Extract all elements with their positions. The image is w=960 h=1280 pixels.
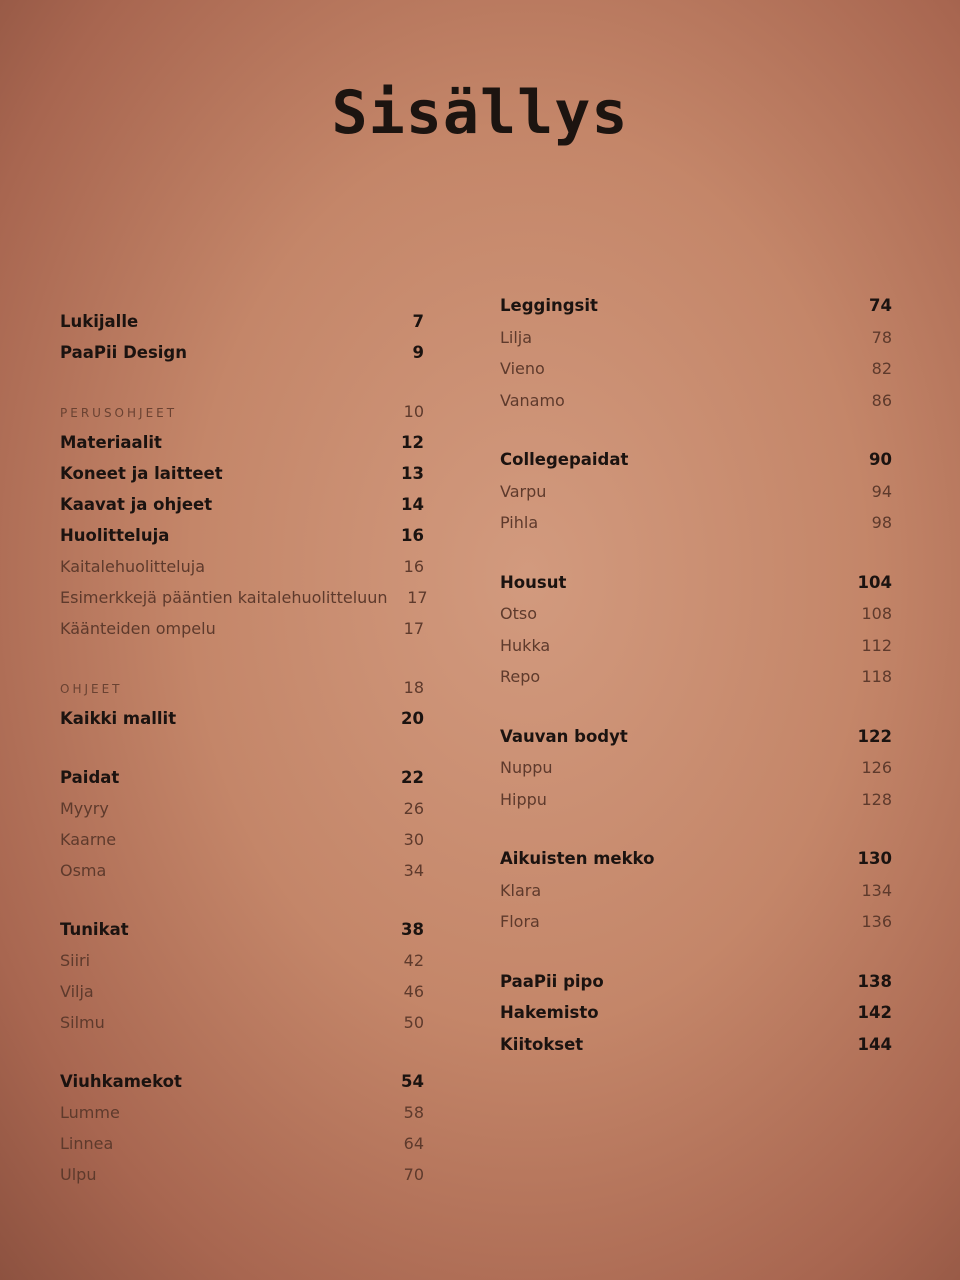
toc-entry-label: Osma [60, 861, 107, 880]
toc-entry [500, 385, 892, 417]
toc-entry-label: Siiri [60, 951, 91, 970]
toc-entry-label: Silmu [60, 1013, 105, 1032]
toc-page-number: 64 [403, 1134, 424, 1153]
toc-page-number: 108 [861, 604, 892, 623]
page-title: Sisällys [331, 78, 629, 148]
toc-page-number: 130 [857, 849, 892, 868]
toc-entry-label: Housut [500, 572, 567, 592]
toc-entry [60, 1097, 424, 1128]
toc-entry [500, 567, 892, 599]
toc-page-number: 7 [412, 312, 424, 331]
toc-entry-label: Vilja [60, 982, 94, 1001]
toc-entry [500, 444, 892, 476]
toc-entry-label: Lumme [60, 1103, 120, 1122]
toc-entry-label: Linnea [60, 1134, 114, 1153]
group-spacer [60, 644, 424, 672]
toc-page-number: 134 [861, 880, 892, 900]
toc-entry-label: Leggingsit [500, 296, 598, 315]
toc-page-number: 136 [861, 912, 892, 931]
toc-page-number: 58 [403, 1103, 424, 1122]
toc-page-number: 30 [403, 830, 424, 849]
toc-entry-label: Esimerkkejä pääntien kaitalehuolitteluun [60, 588, 388, 607]
toc-entry [500, 784, 892, 816]
toc-entry [60, 1066, 424, 1097]
toc-entry [60, 489, 424, 520]
toc-entry-label: Hakemisto [500, 1003, 599, 1022]
toc-entry [60, 520, 424, 551]
toc-entry [60, 582, 428, 613]
toc-page-number: 126 [861, 758, 892, 777]
toc-entry-label: Kaikki mallit [60, 709, 177, 728]
toc-page-number: 104 [857, 572, 892, 592]
toc-entry [60, 976, 424, 1007]
toc-entry [60, 1128, 424, 1159]
toc-entry-label: Collegepaidat [500, 450, 629, 469]
toc-entry-label: PaaPii Design [60, 343, 187, 362]
toc-page-number: 142 [857, 1003, 892, 1022]
toc-entry [60, 762, 424, 793]
toc-entry-label: Materiaalit [60, 433, 162, 452]
toc-page-number: 122 [857, 726, 892, 746]
toc-page-number: 17 [403, 619, 424, 638]
toc-entry-label: Lilja [500, 327, 533, 347]
toc-page-number: 42 [403, 951, 424, 970]
toc-entry-label: Huolitteluja [60, 526, 170, 545]
toc-entry [500, 290, 892, 322]
toc-page-number: 14 [401, 495, 424, 514]
toc-entry [60, 1159, 424, 1190]
toc-entry-label: PERUSOHJEET [60, 406, 178, 420]
group-spacer [60, 886, 424, 914]
toc-entry-label: Otso [500, 604, 537, 623]
toc-entry-label: Flora [500, 912, 540, 931]
toc-section-heading [60, 396, 424, 427]
toc-entry [60, 458, 424, 489]
group-spacer [60, 368, 424, 396]
toc-entry [60, 1007, 424, 1038]
toc-entry-label: Ulpu [60, 1165, 97, 1184]
toc-entry [500, 752, 892, 784]
group-spacer [60, 734, 424, 762]
toc-page-number: 144 [857, 1034, 892, 1054]
toc-page-number: 17 [407, 588, 428, 607]
toc-entry-label: Tunikat [60, 920, 129, 939]
toc-page-number: 9 [412, 343, 424, 362]
group-spacer [500, 938, 892, 966]
toc-entry [60, 337, 424, 368]
toc-page-number: 86 [871, 390, 892, 410]
toc-entry [60, 945, 424, 976]
group-spacer [500, 416, 892, 444]
toc-entry-label: Pihla [500, 513, 539, 532]
toc-entry [60, 306, 424, 337]
toc-entry-label: Lukijalle [60, 312, 139, 331]
toc-entry-label: Koneet ja laitteet [60, 464, 223, 483]
toc-page-number: 22 [401, 768, 424, 787]
toc-entry-label: Kaavat ja ohjeet [60, 495, 213, 514]
toc-entry-label: Varpu [500, 481, 547, 501]
toc-entry-label: Vanamo [500, 390, 565, 410]
toc-entry [500, 721, 892, 753]
toc-entry [500, 843, 892, 875]
group-spacer [500, 693, 892, 721]
toc-entry [60, 855, 424, 886]
toc-entry [60, 551, 424, 582]
toc-entry [500, 353, 892, 385]
toc-entry [60, 427, 424, 458]
toc-entry [500, 322, 892, 354]
toc-entry [500, 661, 892, 693]
toc-page-number: 112 [861, 635, 892, 655]
toc-page-number: 12 [401, 433, 424, 452]
toc-page-number: 78 [871, 327, 892, 347]
toc-entry-label: Vieno [500, 359, 545, 378]
group-spacer [500, 539, 892, 567]
toc-page-number: 94 [871, 481, 892, 501]
toc-page-number: 82 [871, 359, 892, 378]
toc-entry-label: Hippu [500, 789, 547, 809]
toc-entry [500, 875, 892, 907]
toc-entry-label: Repo [500, 667, 541, 686]
toc-entry [500, 1029, 892, 1061]
toc-entry [60, 793, 424, 824]
toc-entry [60, 824, 424, 855]
toc-entry [500, 966, 892, 998]
toc-entry [500, 476, 892, 508]
toc-entry-label: Kaitalehuolitteluja [60, 557, 206, 576]
toc-column-right [500, 290, 892, 1060]
toc-entry-label: Vauvan bodyt [500, 726, 628, 746]
toc-entry-label: PaaPii pipo [500, 971, 604, 991]
toc-entry [60, 703, 424, 734]
toc-page-number: 26 [403, 799, 424, 818]
toc-entry-label: Hukka [500, 635, 551, 655]
toc-entry [500, 997, 892, 1029]
toc-page-number: 98 [871, 513, 892, 532]
toc-page-number: 54 [401, 1072, 424, 1091]
toc-entry-label: Viuhkamekot [60, 1072, 182, 1091]
toc-entry-label: Käänteiden ompelu [60, 619, 216, 638]
group-spacer [60, 1038, 424, 1066]
toc-entry-label: Paidat [60, 768, 120, 787]
toc-entry [500, 507, 892, 539]
toc-page-number: 34 [403, 861, 424, 880]
toc-entry-label: Klara [500, 880, 542, 900]
toc-entry-label: Nuppu [500, 758, 553, 777]
toc-section-heading [60, 672, 424, 703]
group-spacer [500, 815, 892, 843]
toc-page-number: 118 [861, 667, 892, 686]
toc-page-number: 74 [869, 296, 892, 315]
toc-page-number: 10 [403, 402, 424, 421]
toc-page-number: 13 [401, 464, 424, 483]
toc-page-number: 16 [401, 526, 424, 545]
toc-entry [60, 613, 424, 644]
toc-entry-label: OHJEET [60, 682, 123, 696]
toc-entry-label: Aikuisten mekko [500, 849, 655, 868]
toc-page-number: 138 [857, 971, 892, 991]
toc-page-number: 70 [403, 1165, 424, 1184]
toc-entry-label: Kaarne [60, 830, 117, 849]
toc-page-number: 38 [401, 920, 424, 939]
toc-page-number: 20 [401, 709, 424, 728]
toc-entry [500, 598, 892, 630]
toc-entry [60, 914, 424, 945]
toc-entry [500, 630, 892, 662]
toc-entry [500, 906, 892, 938]
toc-page-number: 46 [403, 982, 424, 1001]
toc-page-number: 50 [403, 1013, 424, 1032]
toc-page-number: 18 [403, 678, 424, 697]
toc-page-number: 16 [403, 557, 424, 576]
toc-page-number: 128 [861, 789, 892, 809]
toc-column-left [60, 306, 428, 1190]
toc-entry-label: Kiitokset [500, 1034, 584, 1054]
toc-page-number: 90 [869, 450, 892, 469]
toc-entry-label: Myyry [60, 799, 109, 818]
